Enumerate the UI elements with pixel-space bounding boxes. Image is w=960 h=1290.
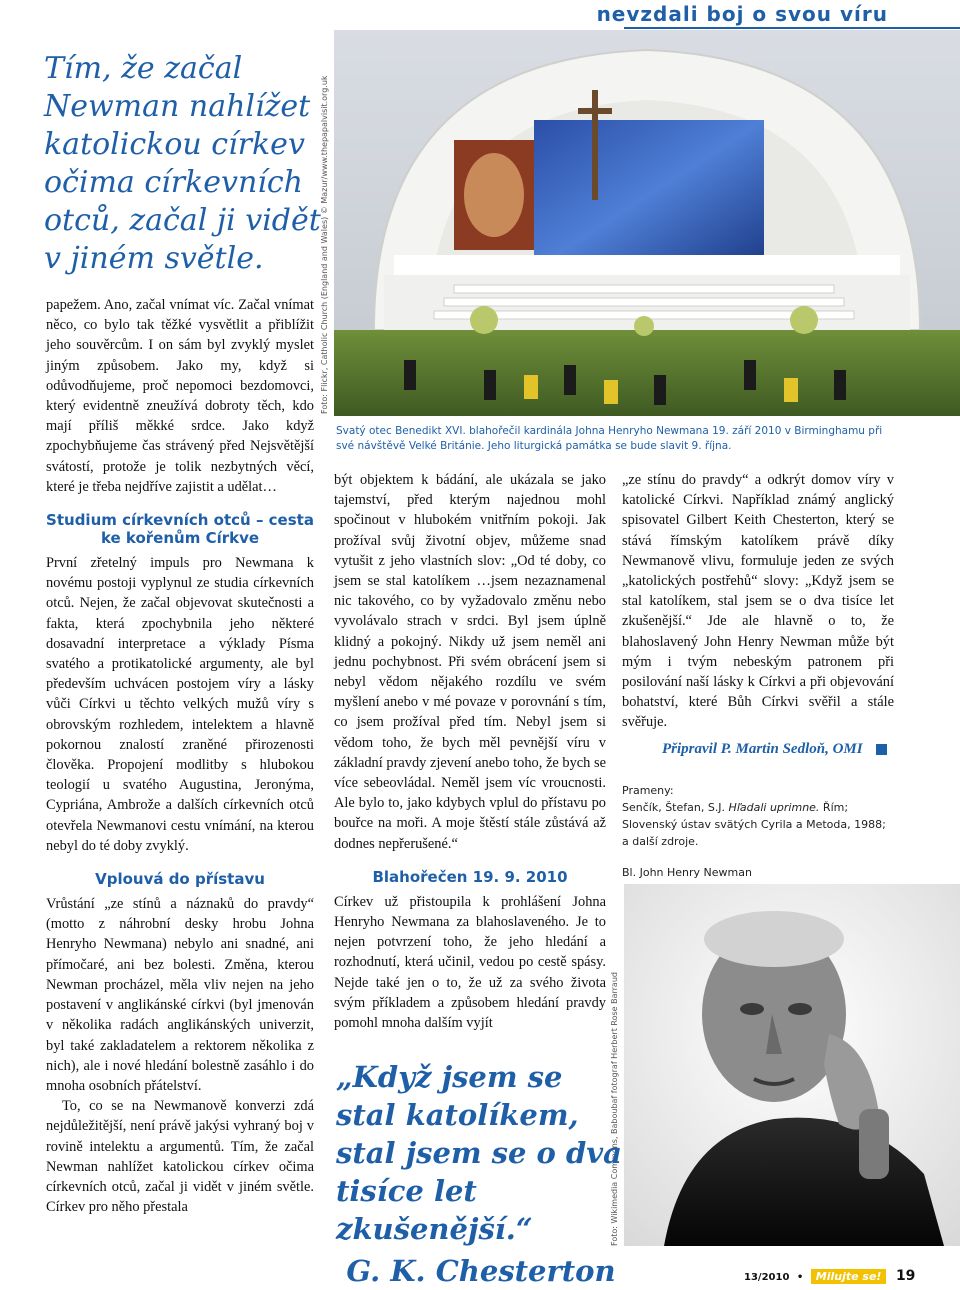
column-1-paragraph-4: To, co se na Newmanově konverzi zdá nejdůležitější, není právě jakýsi vyhraný boj v rovině intelektu a argumentů. Tím, že začal Newman nahlížet katolickou církev očima církevních otců, začal ji vidět v jiném světle. Církev pro něho přestala	[46, 1098, 314, 1216]
header-rule	[624, 27, 960, 29]
portrait-photo-credit: Foto: Wikimedia Commons, Baboubaf fotograf Herbert Rose Barraud	[610, 972, 619, 1246]
end-mark-square	[876, 744, 887, 755]
beatification-mass-photo	[334, 30, 960, 416]
sources-text-2: Řím; Slovenský ústav svätých Cyrila a Metoda, 1988; a další zdroje.	[622, 801, 886, 848]
chesterton-quote-text: „Když jsem se stal katolíkem, stal jsem se o dva tisíce let zkušenější.“	[336, 1060, 622, 1246]
section-header	[597, 2, 888, 26]
portrait-caption: Bl. John Henry Newman	[622, 866, 752, 879]
page-number: 19	[895, 1268, 916, 1284]
column-2	[334, 470, 606, 1033]
subheading-church-fathers: Studium církevních otců – cesta ke kořenům Církve	[46, 511, 314, 548]
chesterton-quote-author: G. K. Chesterton	[346, 1254, 616, 1288]
footer-separator: •	[796, 1272, 804, 1283]
pull-quote: Tím, že začal Newman nahlížet katolickou církev očima církevních otců, začal ji vidět v jiném světle.	[44, 51, 321, 276]
newman-portrait-photo	[624, 884, 960, 1246]
top-photo-credit: Foto: Flickr, Catholic Church (England and Wales) © Mazur/www.thepapalvisit.org.uk	[320, 75, 329, 414]
top-photo-caption: Svatý otec Benedikt XVI. blahořečil kardinála Johna Henryho Newmana 19. září 2010 v Birminghamu při své návštěvě Velké Británie. Jeho liturgická památka se bude slavit 9. října.	[336, 425, 883, 452]
page-footer	[744, 1268, 915, 1284]
issue-number: 13/2010	[744, 1272, 790, 1283]
column-1-paragraph-2: První zřetelný impuls pro Newmana k novému postoji vyplynul ze studia církevních otců. Nejen, že začal objevovat skutečnosti a fakta, která zpochybnila jeho některé dosavadní interpretace a výklady Písma svatého a protikatolické argumenty, ale byl především uchvácen postojem víry a lásky vůči Církvi u těchto velkých mužů víry s obrovským rozhledem, intelektem a hlavně pokornou znalostí zraněné přirozenosti člověka. Propojení modlitby s hlubokou teologií u svatého Augustina, Jeronýma, Cypriána, Ambrože a dalších církevních otců otevřela Newmanovi cestu vnímání, na kterou nebyl do té doby zvyklý.	[46, 555, 314, 854]
sources-block	[622, 782, 894, 850]
newman-portrait-illustration	[624, 884, 960, 1246]
sources-text	[622, 799, 894, 850]
section-title-accent: o svou víru	[752, 2, 888, 26]
column-1	[46, 295, 314, 1217]
column-1-paragraph-3: Vrůstání „ze stínů a náznaků do pravdy“ (motto z náhrobní desky hrobu Johna Henryho Newmana) nebylo ani snadné, ani přímočaré, ani bez bolesti. Změna, kterou Newman procházel, měla vliv nejen na jeho postavení v anglikánské církvi (byl jmenován v několika radách anglikánských univerzit, byl také zakladatelem a rektorem několika z nich), ale i nové hledání bolestně zasáhlo i do mnoha osobních přátelství.	[46, 896, 314, 1094]
sources-title: Hľadali uprimne.	[728, 801, 820, 814]
sources-text-1: Senčík, Štefan, S.J.	[622, 801, 729, 814]
author-signature-text: Připravil P. Martin Sedloň, OMI	[662, 741, 863, 757]
column-3-paragraph-1: „ze stínu do pravdy“ a odkrýt domov víry v katolické Církvi. Například známý anglický spisovatel Gilbert Keith Chesterton, který se stává římským katolíkem právě díky Newmanově vlivu, formuluje jeden ze svých „katolických postřehů“ slovy: „Když jsem se stal katolíkem, stal jsem se o dva tisíce let zkušenější.“ Jde ale hlavně o to, že blahoslavený John Henry Newman může být mým i tvým nebeským patronem při posilování naší lásky k Církvi a při objevování bohatství, které Bůh Církvi svěřil a stále svěřuje.	[622, 472, 894, 731]
magazine-logo: Milujte se!	[811, 1269, 887, 1284]
subheading-beatified: Blahořečen 19. 9. 2010	[372, 867, 568, 886]
chesterton-quote	[336, 1058, 626, 1290]
column-2-paragraph-2: Církev už přistoupila k prohlášení Johna Henryho Newmana za blahoslaveného. Je to nejen potvrzení toho, že jeho hledání a rozhodnutí, která učinil, vedou po cestě spásy. Nejde také jen o to, že už za svého života svým příkladem a způsobem hledání pravdy pomohl mnoha dalším vyjít	[334, 893, 606, 1032]
column-1-paragraph-1: papežem. Ano, začal vnímat víc. Začal vnímat něco, co bylo tak těžké vysvětlit a přiblížit jeho souvěrcům. I on sám byl zvyklý myslet jiným způsobem. Jako my, když si odůvodňujeme, proč nepomoci bezdomovci, který evidentně zneužívá dobroty těch, kdo mají příliš měkké srdce. Jako když zpochybňujeme čas strávený před Nejsvětější svátostí, protože je tolik nezbytných věcí, které je třeba nejdříve zajistit a udělat…	[46, 297, 314, 495]
sources-label: Prameny:	[622, 784, 674, 797]
column-3	[622, 470, 894, 733]
section-title-plain: nevzdali boj	[596, 2, 753, 26]
column-2-paragraph-1: být objektem k bádání, ale ukázala se jako tajemství, před kterým najednou mohl spočinout v hlubokém vnitřním pokoji. Jak prožíval svůj životní objev, můžeme snad vytušit z jeho vlastních slov: „Od té doby, co jsem se stal katolíkem …jsem nezaznamenal nic takového, co by vyžadovalo změnu nebo vyvolávalo strach v srdci. Byl jsem úplně klidný a pokojný. Nikdy už jsem neměl ani jednu pochybnost. Při svém obrácení jsem si nebyl vědom nějakého rozdílu ve svém myšlení anebo v mé povaze v porovnání s tím, co jsem prožíval před tím. Nebyl jsem si vědom toho, že bych měl pevnější víru v základní pravdy zjevení anebo toho, že bych se více sebeovládal. Neměl jsem víc vroucnosti. Ale bylo to, jako kdybych vplul do přístavu po bouřce na moři. A moje štěstí stále zůstává až dodnes nepřerušené.“	[334, 472, 606, 852]
altar-stage-illustration	[334, 30, 960, 416]
author-signature	[662, 741, 887, 758]
subheading-harbor: Vplouvá do přístavu	[95, 870, 265, 889]
